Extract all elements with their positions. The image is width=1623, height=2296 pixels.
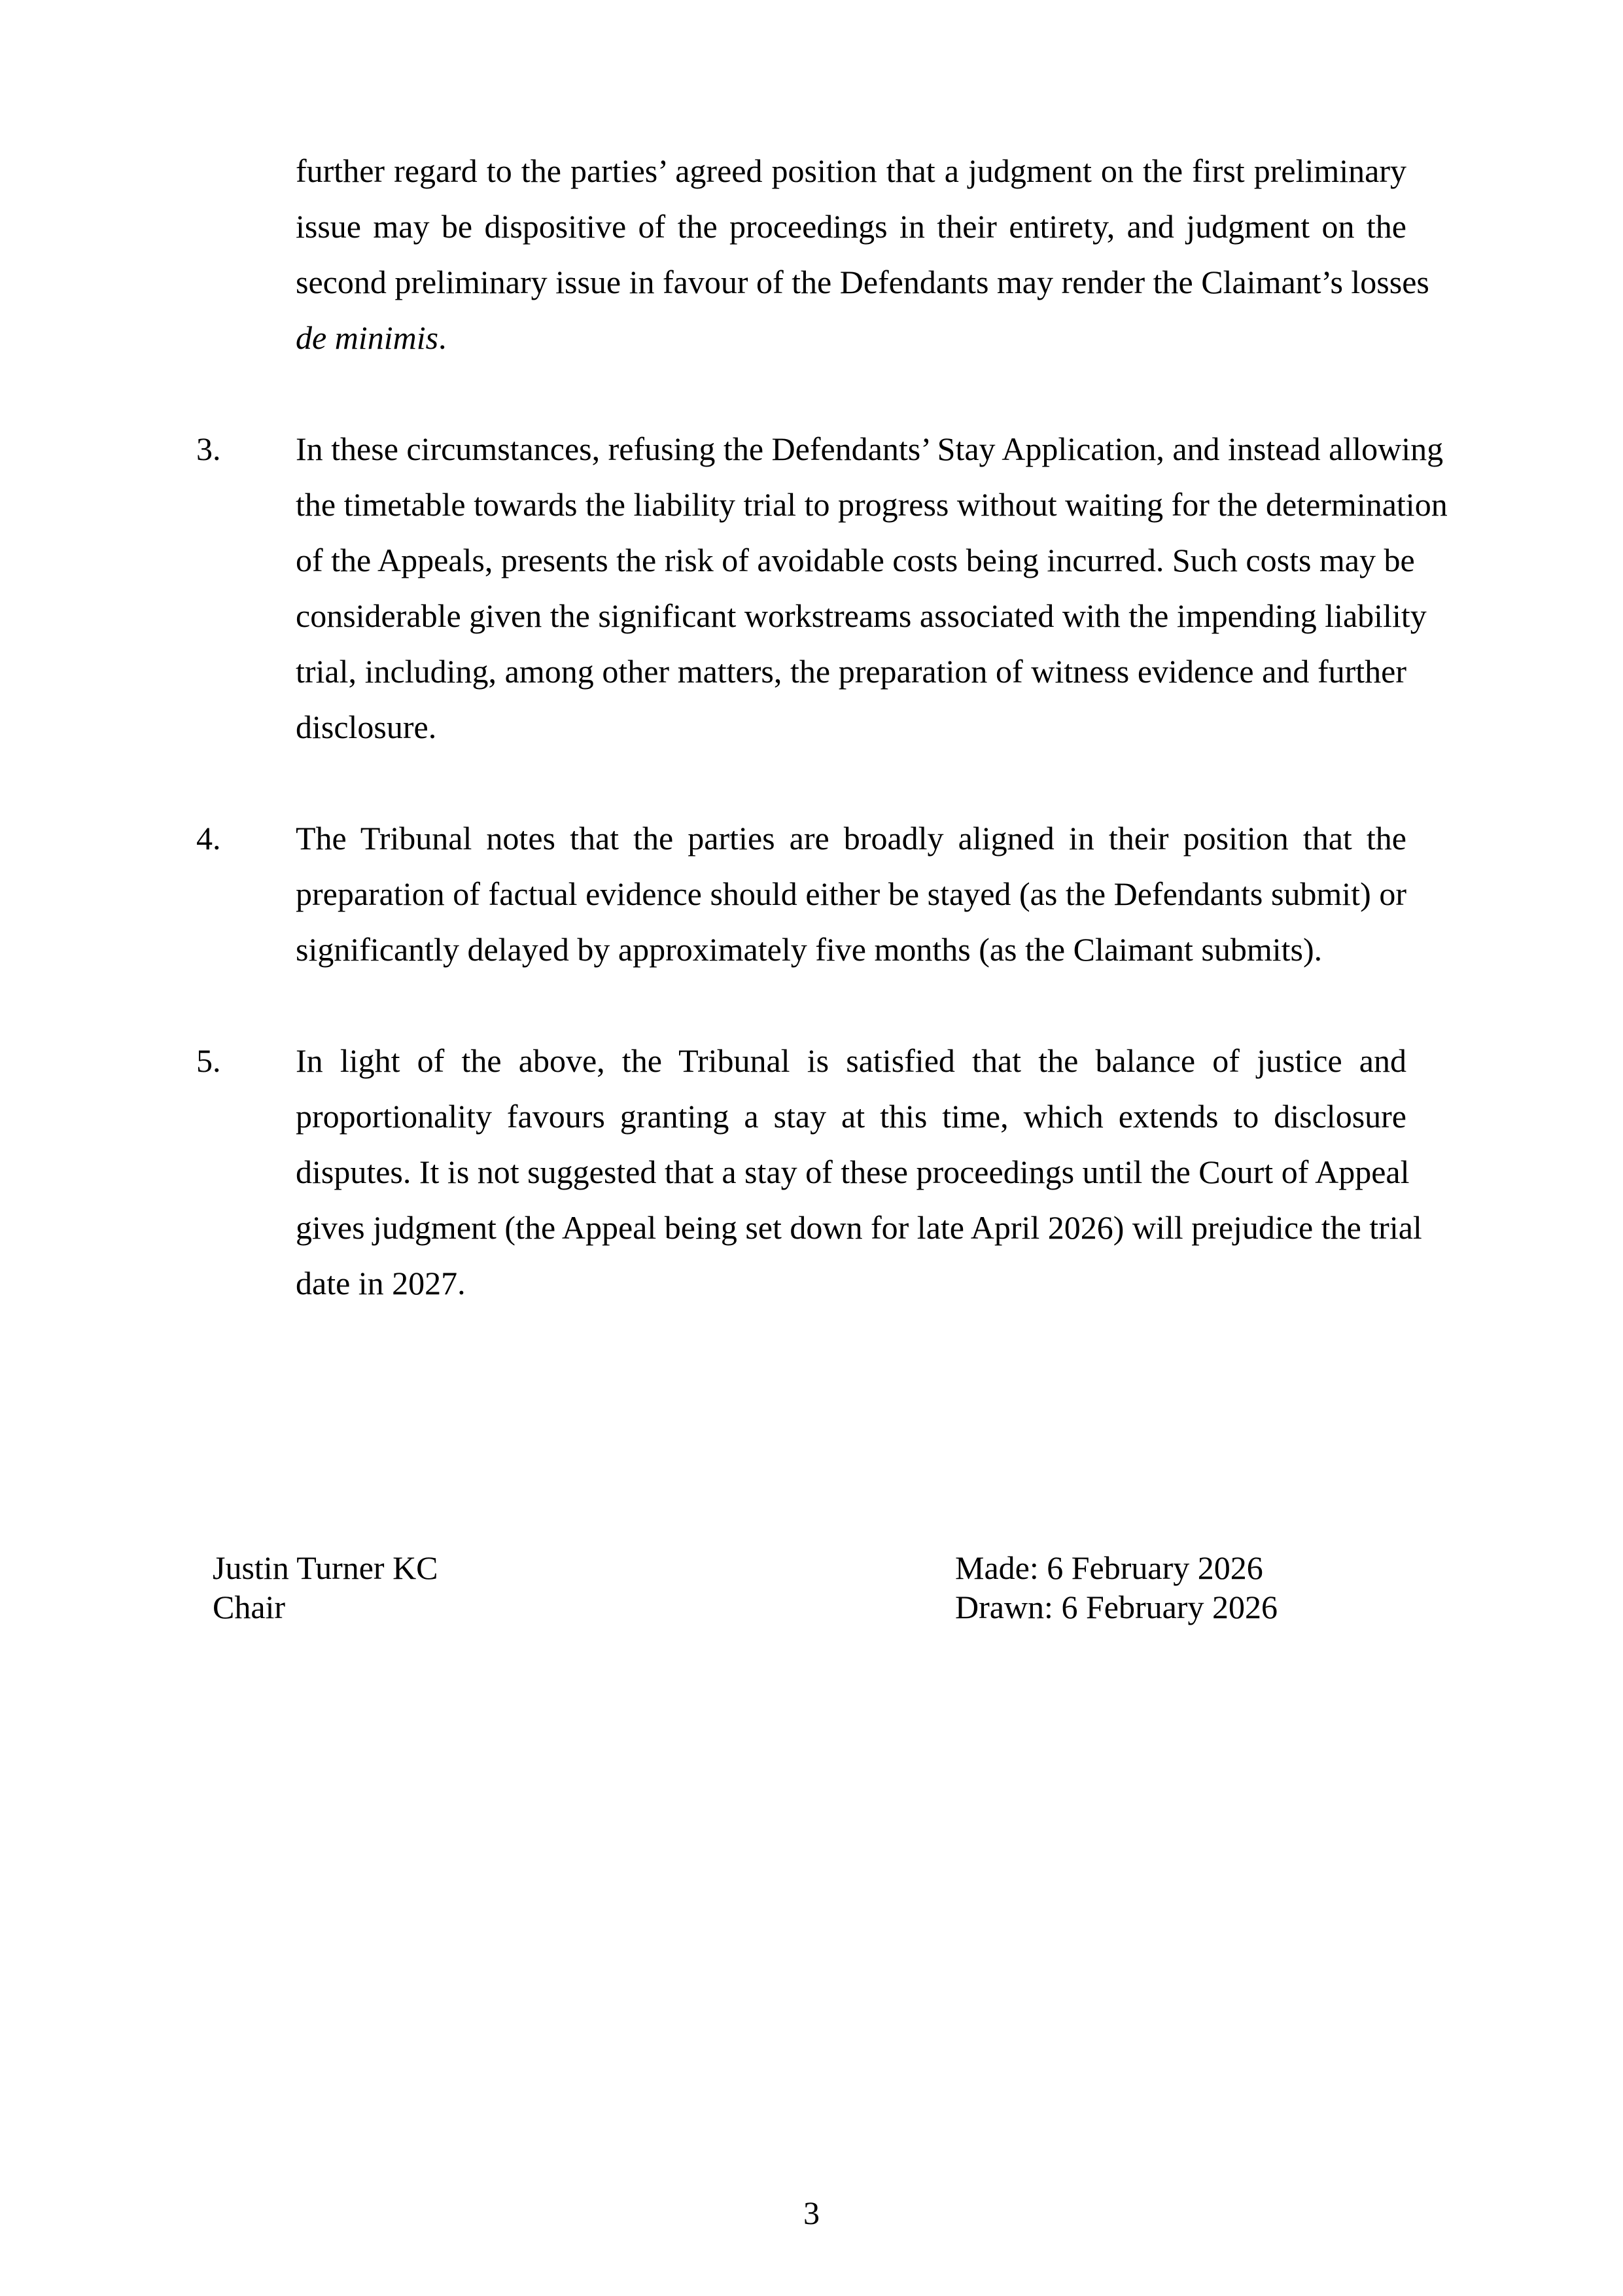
text-line: second preliminary issue in favour of the Defendants may render the Claimant’s losses bbox=[296, 264, 1429, 300]
list-number: 5. bbox=[196, 1042, 221, 1079]
text-line: considerable given the significant workstreams associated with the impending liability bbox=[296, 597, 1427, 634]
text-line: of the Appeals, presents the risk of avoidable costs being incurred. Such costs may be bbox=[296, 542, 1415, 578]
text-line: disputes. It is not suggested that a stay of these proceedings until the Court of Appeal bbox=[296, 1154, 1410, 1190]
paragraph-4 bbox=[196, 811, 1406, 978]
drawn-date: Drawn: 6 February 2026 bbox=[955, 1589, 1278, 1625]
list-number: 3. bbox=[196, 431, 221, 467]
text-line: date in 2027. bbox=[296, 1265, 466, 1301]
signature-block bbox=[196, 1548, 1406, 1627]
signatory-role: Chair bbox=[213, 1589, 286, 1625]
text-line: proportionality favours granting a stay at this time, which extends to disclosure bbox=[296, 1098, 1406, 1135]
text-line: The Tribunal notes that the parties are broadly aligned in their position that the bbox=[296, 820, 1406, 857]
text-line: In these circumstances, refusing the Defendants’ Stay Application, and instead allowing bbox=[296, 431, 1444, 467]
text-line: the timetable towards the liability trial to progress without waiting for the determination bbox=[296, 486, 1448, 523]
text-line: disclosure. bbox=[296, 709, 437, 745]
paragraph-3 bbox=[196, 421, 1448, 755]
order-dates bbox=[955, 1548, 1278, 1627]
text-line: preparation of factual evidence should either be stayed (as the Defendants submit) or bbox=[296, 875, 1406, 912]
text-line: further regard to the parties’ agreed position that a judgment on the first preliminary bbox=[296, 152, 1406, 189]
signatory-name: Justin Turner KC bbox=[213, 1549, 438, 1586]
document-body bbox=[196, 143, 1448, 1627]
paragraph-5 bbox=[196, 1033, 1422, 1311]
sentence-period: . bbox=[438, 319, 447, 356]
text-line: trial, including, among other matters, the preparation of witness evidence and further bbox=[296, 653, 1406, 690]
made-date: Made: 6 February 2026 bbox=[955, 1549, 1263, 1586]
text-line: significantly delayed by approximately five months (as the Claimant submits). bbox=[296, 931, 1323, 968]
text-line: gives judgment (the Appeal being set down for late April 2026) will prejudice the trial bbox=[296, 1209, 1422, 1246]
latin-phrase: de minimis bbox=[296, 319, 439, 356]
text-line bbox=[296, 310, 1406, 366]
list-number: 4. bbox=[196, 820, 221, 857]
paragraph-continuation bbox=[196, 143, 1429, 366]
text-line: issue may be dispositive of the proceedings in their entirety, and judgment on the bbox=[296, 208, 1406, 245]
page-number: 3 bbox=[803, 2195, 820, 2231]
text-line: In light of the above, the Tribunal is satisfied that the balance of justice and bbox=[296, 1042, 1406, 1079]
